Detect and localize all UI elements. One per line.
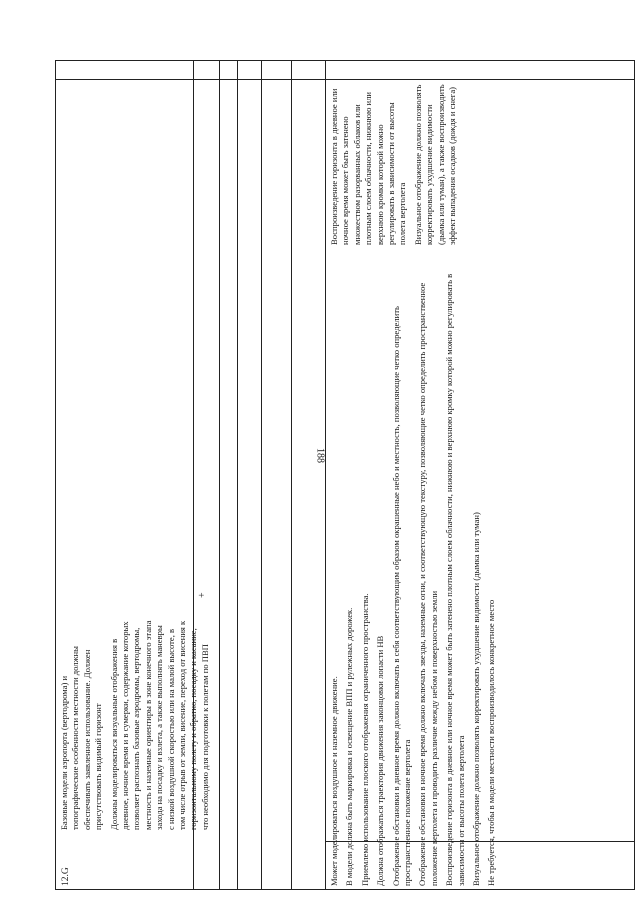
remark-paragraph: Воспроизведение горизонта в дневное или ночное время может быть затенено плотным слоем облачности, нижнюю и верхнюю кромку которой можно регулировать в зависимости от высоты полета вертолета (444, 273, 466, 886)
rotated-page (55, 60, 635, 890)
remark-paragraph: Должна отображаться траектория движения законцовки лопасти НВ (375, 635, 386, 886)
continued-remarks-cell (329, 83, 629, 245)
applicability-mark: + (197, 592, 208, 598)
table-border-top (55, 60, 56, 890)
remark-paragraph: Визуальное отображение должно позволять корректировать ухудшение видимости (дымка или туман) (471, 512, 482, 886)
remark-paragraph: Может моделироваться воздушное и наземное движение. (329, 676, 339, 886)
column-divider-5 (291, 60, 292, 890)
remarks-cell (329, 250, 631, 886)
section-id: 12.G (61, 867, 71, 886)
requirement-paragraph: Должны моделироваться визуальные отображения в дневное, ночное время и в сумерки, содержание которых позволяет распознать базовые аэродромы, вертодромы, местность и наземные ориентиры в зоне конечного этапа захода на посадку и взлета, а также выполнять маневры с низкой воздушной скоростью или на малой высоте, в том числе отрыв от земли, висение, переход от висения к горизонтальному полету и обратно, посадку и касание, что необходимо для подготовки к полетам по ПВП (108, 620, 210, 830)
requirement-cell (59, 620, 210, 830)
remark-paragraph: Воспроизведение горизонта в дневное или ночное время может быть затенено множеством разорванных облаков или плотным слоем облачности, нижнюю или верхнюю кромки которой можно регулировать в зависимости от высоты полета вертолета (329, 88, 408, 245)
table-border-bottom (634, 60, 635, 890)
remark-paragraph: Визуальное отображение должно позволять корректировать ухудшение видимости (дымка или туман), а также воспроизводить эффект выпадения осадков (дождя и снега) (412, 84, 458, 245)
column-divider-3 (237, 60, 238, 890)
column-divider-2 (219, 60, 220, 890)
remark-paragraph: Отображение обстановки в дневное время должно включать в себя соответствующим образом окрашенные небо и местность, позволяющие четко определить пространственное положение вертолета (390, 306, 413, 886)
row-divider-top (55, 79, 635, 80)
page-number: 188 (314, 448, 326, 463)
table-border-left (55, 889, 635, 890)
remark-paragraph: Приемлемо использование плоского отображения ограниченного пространства. (359, 593, 370, 886)
table-border-right (55, 60, 635, 61)
column-divider-4 (261, 60, 262, 890)
column-divider-6 (325, 60, 326, 890)
requirements-table (55, 60, 635, 890)
remark-paragraph: Отображение обстановки в ночное время должно включать звезды, наземные огни, и соответствующую текстуру, позволяющие четко определить пространственное положение вертолета и проводить различие между небом и поверхностью земли (417, 282, 439, 886)
remark-paragraph: Не требуется, чтобы в модели местности воспроизводилось конкретное место (486, 599, 497, 886)
remark-paragraph: В модели должна быть маркировка и освещение ВПП и рулежных дорожек. (344, 607, 355, 886)
requirement-paragraph: Базовые модели аэропорта (вертодрома) и топографические особенности местности должны обеспечивать заявленное использование. Должен присутствовать видимый горизонт (59, 646, 104, 830)
